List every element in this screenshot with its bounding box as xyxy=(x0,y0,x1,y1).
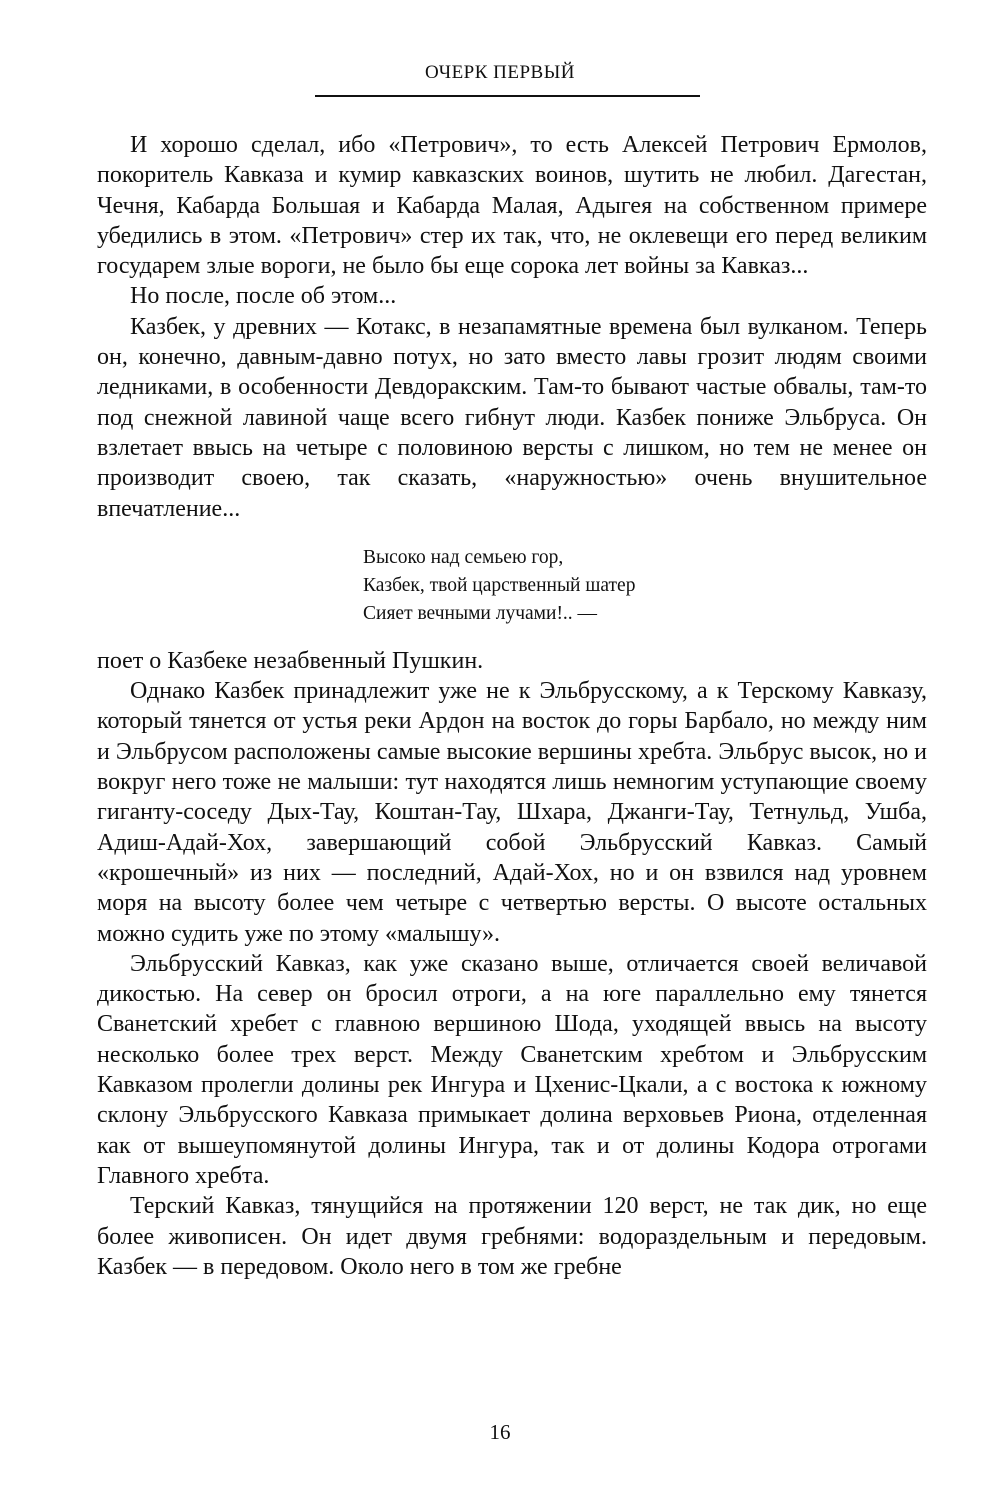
paragraph: Казбек, у древних — Котакс, в незапамятные времена был вулканом. Теперь он, конечно, давным-давно потух, но зато вместо лавы грозит людям своими ледниками, в особенности Девдоракским. Там-то бывают частые обвалы, там-то под снежной лавиной чаще всего гибнут люди. Казбек пониже Эльбруса. Он взлетает ввысь на четыре с половиною версты с лишком, но тем не менее он производит своею, так сказать, «наружностью» очень внушительное впечатление... xyxy=(97,313,927,522)
paragraph: И хорошо сделал, ибо «Петрович», то есть Алексей Петрович Ермолов, покоритель Кавказа и кумир кавказских воинов, шутить не любил. Дагестан, Чечня, Кабарда Большая и Кабарда Малая, Адыгея на собственном примере убедились в этом. «Петрович» стер их так, что, не оклевещи его перед великим государем злые вороги, не было бы еще сорока лет войны за Кавказ... xyxy=(97,132,927,280)
page-number: 16 xyxy=(489,1420,511,1444)
paragraph: поет о Казбеке незабвенный Пушкин. xyxy=(97,647,484,674)
paragraph: Однако Казбек принадлежит уже не к Эльбрусскому, а к Терскому Кавказу, который тянется от устья реки Ардон на восток до горы Барбало, но между ним и Эльбрусом расположены самые высокие вершины хребта. Эльбрус высок, но и вокруг него тоже не малыши: тут находятся лишь немногим уступающие своему гиганту-соседу Дых-Тау, Коштан-Тау, Шхара, Джанги-Тау, Тетнульд, Ушба, Адиш-Адай-Хох, завершающий собой Эльбрусский Кавказ. Самый «крошечный» из них — последний, Адай-Хох, но и он взвился над уровнем моря на высоту более чем четыре с четвертью версты. О высоте остальных можно судить уже по этому «малышу». xyxy=(97,678,927,947)
running-title: ОЧЕРК ПЕРВЫЙ xyxy=(424,62,576,83)
main-text xyxy=(97,130,927,1282)
header-rule xyxy=(315,95,700,97)
poem-line: Высоко над семьею гор, xyxy=(363,546,564,568)
poem-line: Казбек, твой царственный шатер xyxy=(363,574,636,596)
paragraph: Эльбрусский Кавказ, как уже сказано выше, отличается своей величавой дикостью. На север он бросил отроги, а на юге параллельно ему тянется Сванетский хребет с главною вершиною Шода, уходящей ввысь на высоту несколько более трех верст. Между Сванетским хребтом и Эльбрусским Кавказом пролегли долины рек Ингура и Цхенис-Цкали, а с востока к южному склону Эльбрусского Кавказа примыкает долина верховьев Риона, отделенная как от вышеупомянутой долины Ингура, так и от долины Кодора отрогами Главного хребта. xyxy=(97,950,927,1189)
poem-line: Сияет вечными лучами!.. — xyxy=(363,602,598,624)
paragraph: Но после, после об этом... xyxy=(130,283,397,310)
poem-quote xyxy=(363,544,927,628)
paragraph: Терский Кавказ, тянущийся на протяжении 120 верст, не так дик, но еще более живописен. Он идет двумя гребнями: водораздельным и передовым. Казбек — в передовом. Около него в том же гребне xyxy=(97,1193,927,1280)
